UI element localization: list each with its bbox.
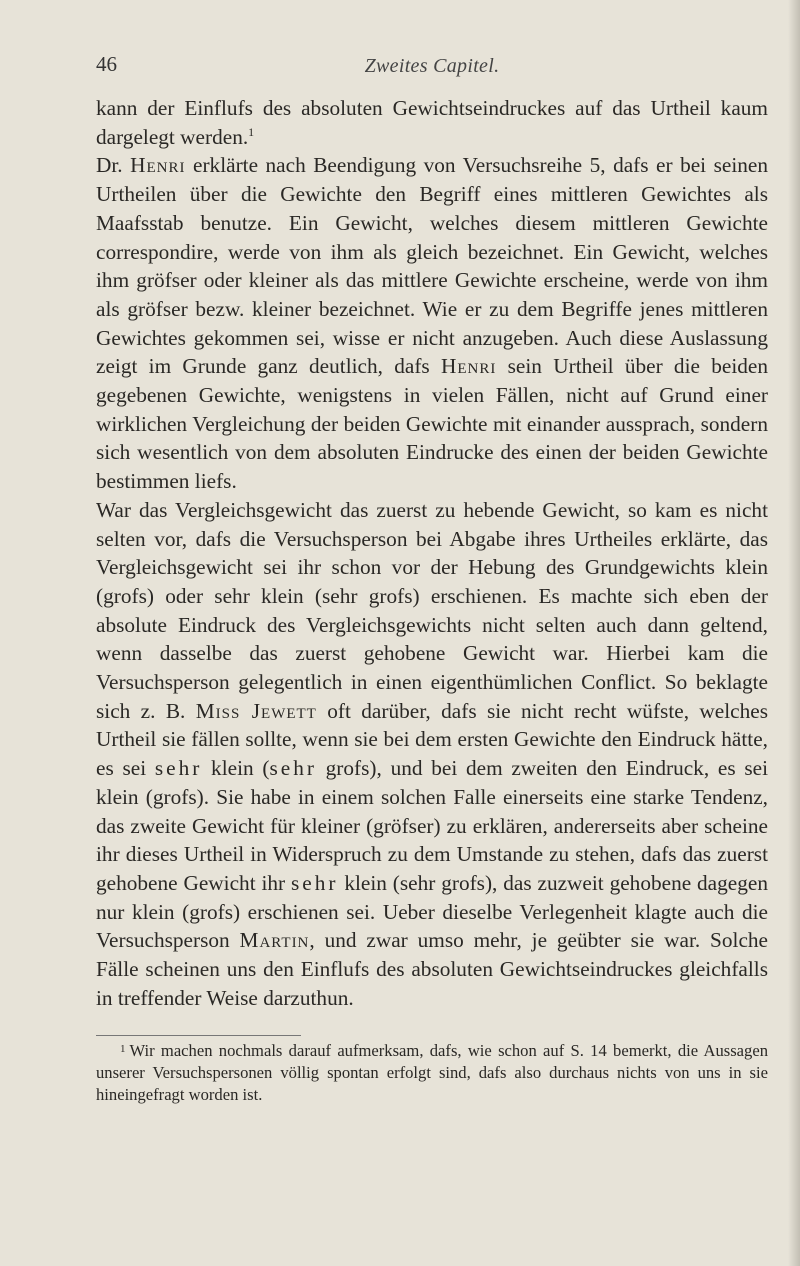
emphasis-text: sehr [269, 756, 317, 781]
paragraph [96, 151, 768, 495]
person-name: Miss Jewett [195, 698, 317, 723]
text-segment: Dr. [96, 153, 131, 178]
emphasis-text: sehr [154, 756, 203, 781]
footnote-divider [96, 1035, 301, 1036]
page-header [96, 52, 768, 82]
page-number: 46 [96, 52, 117, 76]
text-segment: klein ( [202, 756, 270, 781]
text-segment: grofs), und bei dem zweiten den Eindruck, es sei klein (grofs). Sie habe in einem solchen Falle einerseits eine starke Tendenz, das zweite Gewicht für kleiner (gröfser) zu erklären, andererseits aber scheine ihr dieses Urtheil in Widerspruch zu dem Umstande zu stehen, dafs das zuerst gehobene Gewicht ihr [96, 756, 768, 895]
footnote-mark: 1 [120, 1043, 126, 1055]
person-name: Henri [440, 354, 497, 379]
text-segment: kann der Einflufs des absoluten Gewichtseindruckes auf das Urtheil kaum dargelegt werden. [96, 96, 768, 149]
paragraph [96, 94, 768, 151]
body-text [96, 94, 768, 1013]
text-segment: erklärte nach Beendigung von Versuchsreihe 5, dafs er bei seinen Urtheilen über die Gewichte den Begriff eines mittleren Gewichtes als Maafsstab benutze. Ein Gewicht, welches diesem mittleren Gewichte correspondire, werde von ihm als gleich bezeichnet. Ein Gewicht, welches ihm gröfser oder kleiner als das mittlere Gewichte erscheine, werde von ihm als gröfser bezw. kleiner bezeichnet. Wie er zu dem Begriffe jenes mittleren Gewichtes gekommen sei, wisse er nicht anzugeben. Auch diese Auslassung zeigt im Grunde ganz deutlich, dafs [96, 153, 768, 379]
paragraph [96, 496, 768, 1013]
text-segment: , und zwar umso mehr, je geübter sie war. Solche Fälle scheinen uns den Einflufs des absoluten Gewichtseindruckes gleichfalls in treffender Weise darzuthun. [96, 928, 768, 1010]
person-name: Henri [130, 153, 186, 178]
footnotes [96, 1040, 768, 1106]
emphasis-text: sehr [290, 870, 339, 895]
footnote [96, 1040, 768, 1106]
page-edge-shadow [788, 0, 800, 1266]
text-segment: sein Urtheil über die beiden gegebenen Gewichte, wenigstens in vielen Fällen, nicht auf Grund einer wirklichen Vergleichung der beiden Gewichte mit einander aussprach, sondern sich wesentlich von dem absoluten Eindrucke des einen der beiden Gewichte bestimmen liefs. [96, 354, 768, 494]
running-title: Zweites Capitel. [364, 55, 500, 77]
text-segment: klein (sehr grofs), das zuzweit gehobene dagegen nur klein (grofs) erschienen sei. Ueber dieselbe Verlegenheit klagte auch die Versuchsperson [96, 870, 768, 953]
footnote-text: Wir machen nochmals darauf aufmerksam, dafs, wie schon auf S. 14 bemerkt, die Aussagen unserer Versuchspersonen völlig spontan erfolgt sind, dafs also durchaus nichts von uns in sie hineingefragt worden ist. [96, 1041, 768, 1104]
footnote-reference: 1 [248, 124, 255, 139]
text-segment: War das Vergleichsgewicht das zuerst zu hebende Gewicht, so kam es nicht selten vor, dafs die Versuchsperson bei Abgabe ihres Urtheiles erklärte, das Vergleichsgewicht sei ihr schon vor der Hebung des Grundgewichts klein (grofs) oder sehr klein (sehr grofs) erschienen. Es machte sich eben der absolute Eindruck des Vergleichsgewichts nicht selten auch dann geltend, wenn dasselbe das zuerst gehobene Gewicht war. Hierbei kam die Versuchsperson gelegentlich in einen eigenthümlichen Conflict. So beklagte sich z. B. [96, 497, 768, 723]
text-segment: oft darüber, dafs sie nicht recht wüfste, welches Urtheil sie fällen sollte, wenn sie bei dem ersten Gewichte den Eindruck hätte, es sei [96, 698, 768, 781]
person-name: Martin [239, 928, 310, 953]
